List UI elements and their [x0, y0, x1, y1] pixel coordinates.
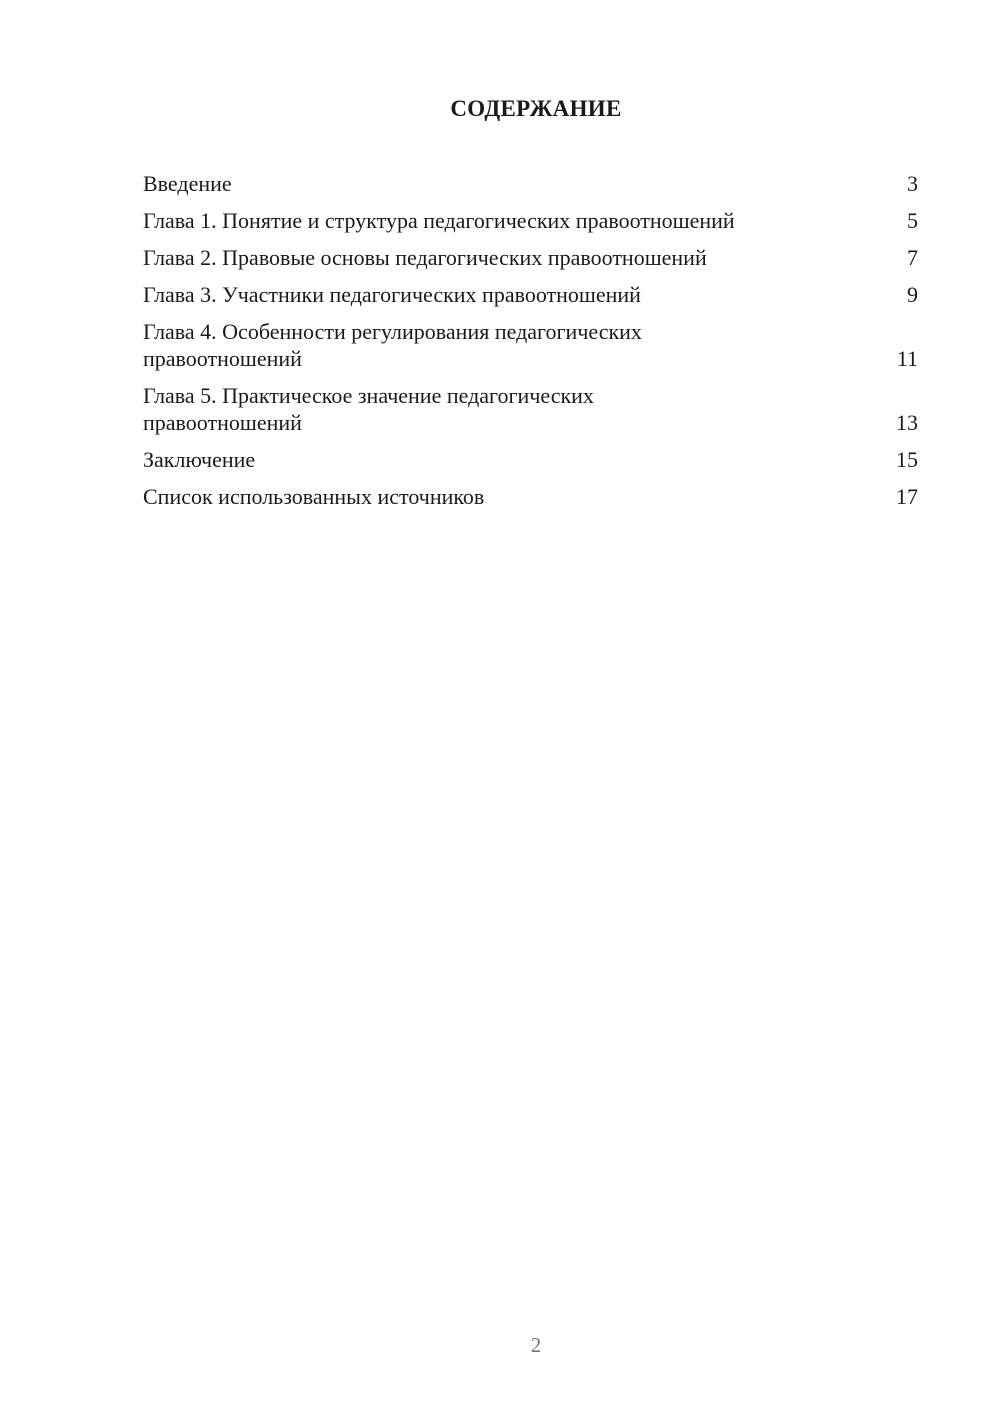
toc-entry-label: Глава 1. Понятие и структура педагогических правоотношений [143, 208, 735, 233]
toc-entry-label: Глава 4. Особенности регулирования педагогических правоотношений [143, 319, 642, 371]
toc-entry-chapter-4 [143, 318, 918, 372]
table-of-contents [143, 170, 918, 520]
toc-entry-label: Глава 5. Практическое значение педагогических правоотношений [143, 383, 594, 435]
toc-entry-page: 9 [907, 282, 918, 307]
toc-entry-introduction [143, 170, 918, 197]
toc-entry-chapter-1 [143, 207, 918, 234]
toc-entry-page: 7 [907, 245, 918, 270]
toc-entry-label: Заключение [143, 447, 256, 472]
toc-entry-conclusion [143, 446, 918, 473]
toc-entry-page: 15 [896, 447, 918, 472]
toc-entry-chapter-5 [143, 382, 918, 436]
toc-entry-page: 13 [896, 410, 918, 435]
toc-entry-page: 5 [907, 208, 918, 233]
toc-entry-page: 3 [907, 171, 918, 196]
toc-entry-label: Введение [143, 171, 232, 196]
page-title: СОДЕРЖАНИЕ [450, 96, 622, 121]
toc-entry-chapter-3 [143, 281, 918, 308]
page-number: 2 [530, 1333, 542, 1357]
toc-entry-label: Глава 2. Правовые основы педагогических правоотношений [143, 245, 707, 270]
toc-entry-label: Список использованных источников [143, 484, 485, 509]
toc-entry-page: 17 [896, 484, 918, 509]
toc-entry-chapter-2 [143, 244, 918, 271]
toc-entry-label: Глава 3. Участники педагогических правоотношений [143, 282, 641, 307]
toc-entry-references [143, 483, 918, 510]
toc-entry-page: 11 [896, 346, 918, 371]
